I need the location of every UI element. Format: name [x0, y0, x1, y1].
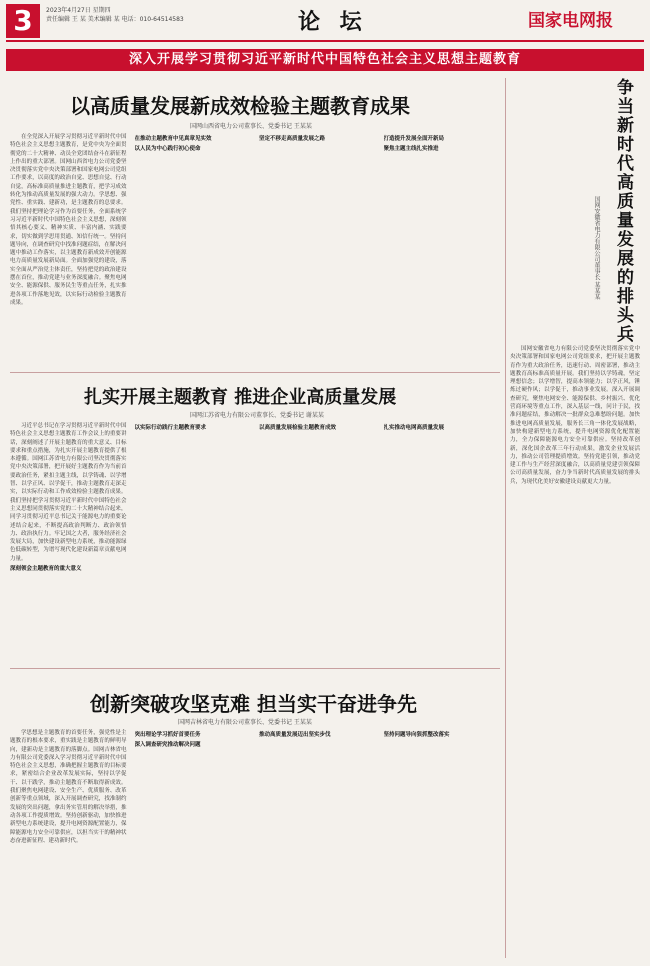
article2-subhead-2: 以实际行动践行主题教育要求: [134, 425, 207, 431]
article2-subhead-3: 以高质量发展检验主题教育成效: [259, 425, 337, 431]
page-number: 3: [6, 4, 40, 38]
newspaper-logo: 国家电网报: [528, 11, 613, 31]
article2-col-2: [135, 422, 252, 662]
article3-subhead-1: 突出理论学习抓好首要任务: [134, 732, 201, 738]
divider: [10, 668, 500, 669]
article3-subhead-2: 深入调查研究推动解决问题: [134, 742, 201, 749]
article3-col-4: [384, 729, 501, 959]
phone-line: 电话：010-64514583: [121, 16, 184, 23]
article3-col-3: [259, 729, 376, 959]
issue-meta: [46, 6, 184, 24]
article3-byline: 国网吉林省电力有限公司董事长、党委书记 王某某: [178, 719, 312, 726]
article1-col-2: [135, 133, 252, 368]
divider: [10, 372, 500, 373]
article2-col-4: [384, 422, 501, 662]
topic-banner: 深入开展学习贯彻习近平新时代中国特色社会主义思想主题教育: [6, 49, 644, 71]
article1-subhead-2: 以人民为中心践行初心使命: [134, 146, 201, 153]
article3-col-1: [10, 729, 127, 959]
issue-date: 2023年4月27日 星期四: [46, 7, 111, 14]
article3-title: 创新突破攻坚克难 担当实干奋进争先: [90, 692, 417, 716]
article1-col-4: [384, 133, 501, 368]
column-divider: [505, 78, 506, 958]
sidebar-title: 争当新时代高质量发展的排头兵: [613, 78, 633, 344]
article2-title: 扎实开展主题教育 推进企业高质量发展: [84, 387, 397, 408]
sidebar-byline: 国网安徽省电力有限公司董事长 某某某: [593, 196, 600, 300]
article1-title: 以高质量发展新成效检验主题教育成果: [70, 94, 410, 118]
article1-body: [10, 133, 500, 368]
section-title: 论 坛: [298, 9, 368, 35]
article3-subhead-4: 坚持问题导向狠抓整改落实: [383, 732, 450, 738]
article2-subhead-4: 扎实推动电网高质量发展: [383, 425, 445, 431]
header-rule: [6, 40, 644, 42]
article1-byline: 国网山西省电力公司董事长、党委书记 王某某: [190, 123, 312, 130]
sidebar-text: 国网安徽省电力有限公司党委坚决贯彻落实党中央决策部署和国家电网公司党组要求，把开展主题教育作为重大政治任务，迅速行动、周密部署，推动主题教育高标准高质量开展。我们坚持以学铸魂，坚定理想信念；以学增智，提高本领能力；以学正风，锤炼过硬作风；以学促干，推动事业发展。深入开展调查研究，聚焦电网安全、能源保供、乡村振兴、优化营商环境等重点工作，深入基层一线，问计于民，找准问题症结，推动解决一批群众急难愁盼问题。加快推进电网高质量发展，服务长三角一体化发展战略，加快构建新型电力系统，提升电网资源优化配置能力，全力保障能源电力安全可靠供应。坚持改革创新，深化国企改革三年行动成果，激发企业发展活力，推动公司管理提质增效。坚持党建引领，推动党建工作与生产经营深度融合，以高质量党建引领保障公司高质量发展，奋力争当新时代高质量发展的排头兵，为现代化美好安徽建设贡献更大力量。: [510, 346, 640, 485]
article2-body: [10, 422, 500, 662]
article1-col-3: [259, 133, 376, 368]
article2-col-3: [259, 422, 376, 662]
article1-subhead-1: 在推动主题教育中见真章见实效: [134, 136, 212, 142]
article3-body: [10, 729, 500, 959]
article1-col-1: [10, 133, 127, 368]
article1-subhead-3: 坚定不移走高质量发展之路: [259, 136, 326, 142]
article3-text: 学思想是主题教育的首要任务，强党性是主题教育的根本要求，重实践是主题教育的鲜明导向，建新功是主题教育的落脚点。国网吉林省电力有限公司党委深入学习贯彻习近平新时代中国特色社会主义思想，准确把握主题教育的目标要求，紧密结合企业改革发展实际，坚持以学促干、以干践学，推动主题教育不断取得新成效。我们聚焦电网建设、安全生产、优质服务、改革创新等重点领域，深入开展调查研究，找准制约发展的突出问题，拿出务实管用的解决举措，推动各项工作提质增效。坚持创新驱动，加快推进新型电力系统建设，提升电网资源配置能力，保障能源电力安全可靠供应，以担当实干的精神状态奋进新征程、建功新时代。: [10, 730, 127, 844]
article1-text: 在全党深入开展学习贯彻习近平新时代中国特色社会主义思想主题教育，是党中央为全面贯彻党的二十大精神、动员全党团结奋斗在新征程上作出的重大部署。国网山西省电力公司党委坚决贯彻落实党中央决策部署和国家电网公司党组工作要求，以高度的政治自觉、思想自觉、行动自觉，高标准高质量推进主题教育，把学习成效转化为推动高质量发展的强大动力。学思想、强党性、重实践、建新功，是主题教育的总要求。我们坚持把理论学习作为首要任务，全面系统学习习近平新时代中国特色社会主义思想，深刻领悟其核心要义、精神实质、丰富内涵、实践要求，切实做到学思用贯通、知信行统一。坚持问题导向，在调查研究中找准问题症结，在解决问题中推动工作落实，以主题教育新成效开创能源电力高质量发展新局面。全面加强党的建设，落实全面从严治党主体责任，坚持把党的政治建设摆在首位，推动党建与业务深度融合。聚焦电网安全、能源保供、服务民生等重点任务，扎实推进各项工作落地见效，以实际行动检验主题教育成果。: [10, 134, 127, 306]
article3-subhead-3: 推动高质量发展迈出坚实步伐: [259, 732, 331, 738]
article2-subhead-1: 深刻领会主题教育的重大意义: [10, 566, 82, 573]
article1-subhead-5: 聚焦主题主线扎实推进: [383, 146, 439, 153]
sidebar-body: [510, 345, 640, 960]
article2-text: 习近平总书记在学习贯彻习近平新时代中国特色社会主义思想主题教育工作会议上的重要讲话，深刻阐述了开展主题教育的重大意义、目标要求和重点措施，为扎实开展主题教育提供了根本遵循。国网江苏省电力有限公司坚决贯彻落实党中央决策部署，把开展好主题教育作为当前首要政治任务，紧扣主题主线，以学铸魂、以学增智、以学正风、以学促干，推动主题教育走深走实，以实际行动和工作成效检验主题教育成果。我们坚持把学习贯彻习近平新时代中国特色社会主义思想同贯彻落实党的二十大精神结合起来，同学习贯彻习近平总书记关于能源电力的重要论述结合起来，不断提高政治判断力、政治领悟力、政治执行力。牢记国之大者，服务经济社会发展大局，加快建设新型电力系统，推动能源绿色低碳转型，为谱写现代化建设新篇章贡献电网力量。: [10, 423, 127, 562]
editor-line: 责任编辑 王 某 美术编辑 某: [46, 16, 120, 23]
article1-subhead-4: 打造提升发展全面开新局: [383, 136, 445, 142]
article2-byline: 国网江苏省电力有限公司董事长、党委书记 谢某某: [190, 412, 324, 419]
article2-col-1: [10, 422, 127, 662]
article3-col-2: [135, 729, 252, 959]
